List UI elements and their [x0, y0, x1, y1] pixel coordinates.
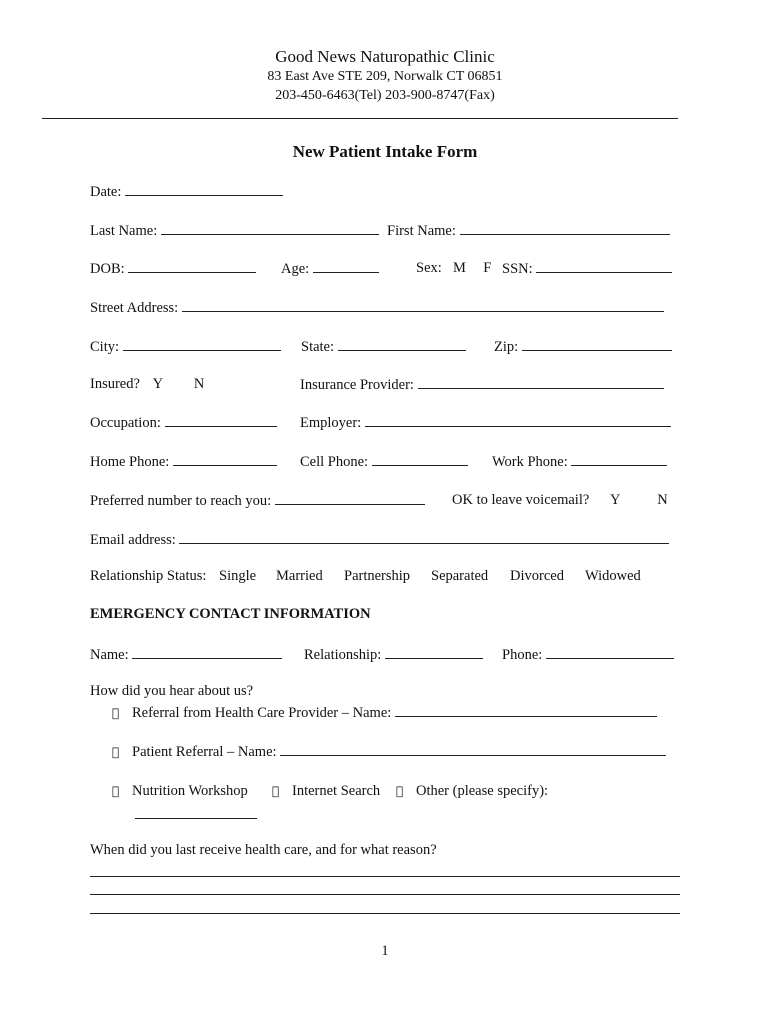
work-phone-row	[492, 453, 667, 471]
preferred-field[interactable]	[275, 492, 425, 505]
apple-icon[interactable]	[396, 784, 416, 798]
work-phone-field[interactable]	[571, 453, 667, 466]
home-phone-label: Home Phone:	[90, 454, 170, 470]
nutrition-workshop-label: Nutrition Workshop	[132, 783, 248, 799]
state-field[interactable]	[338, 338, 466, 351]
nutrition-workshop-option[interactable]	[112, 783, 248, 800]
state-row	[301, 338, 466, 356]
first-name-row	[387, 222, 670, 240]
apple-icon[interactable]	[272, 784, 292, 798]
street-label: Street Address:	[90, 300, 179, 316]
first-name-field[interactable]	[460, 222, 670, 235]
employer-field[interactable]	[365, 414, 671, 427]
relationship-option-widowed[interactable]: Widowed	[585, 568, 641, 584]
other-label: Other (please specify):	[416, 783, 549, 799]
ec-phone-row	[502, 646, 674, 664]
email-field[interactable]	[179, 531, 669, 544]
employer-label: Employer:	[300, 415, 362, 431]
insured-option-n[interactable]: N	[193, 376, 205, 392]
cell-phone-field[interactable]	[372, 453, 468, 466]
sex-option-m[interactable]: M	[453, 260, 466, 276]
voicemail-row	[452, 492, 668, 509]
header-divider	[42, 118, 678, 119]
cell-phone-label: Cell Phone:	[300, 454, 369, 470]
last-name-row	[90, 222, 379, 240]
date-row	[90, 183, 283, 201]
insured-label: Insured?	[90, 376, 140, 392]
age-row	[281, 260, 379, 278]
zip-field[interactable]	[522, 338, 672, 351]
occupation-row	[90, 414, 277, 432]
city-row	[90, 338, 281, 356]
relationship-option-partnership[interactable]: Partnership	[344, 568, 411, 584]
dob-label: DOB:	[90, 261, 125, 277]
clinic-name: Good News Naturopathic Clinic	[275, 47, 495, 66]
state-label: State:	[301, 339, 335, 355]
first-name-label: First Name:	[387, 223, 456, 239]
employer-row	[300, 414, 671, 432]
ssn-label: SSN:	[502, 261, 533, 277]
insurance-provider-row	[300, 376, 664, 394]
referral-provider-row	[112, 704, 657, 722]
patient-referral-field[interactable]	[280, 743, 666, 756]
ec-name-row	[90, 646, 282, 664]
zip-row	[494, 338, 672, 356]
apple-icon[interactable]	[112, 745, 132, 759]
occupation-field[interactable]	[165, 414, 277, 427]
preferred-label: Preferred number to reach you:	[90, 493, 272, 509]
voicemail-option-y[interactable]: Y	[610, 492, 620, 508]
email-label: Email address:	[90, 532, 176, 548]
street-field[interactable]	[182, 299, 664, 312]
ec-name-field[interactable]	[132, 646, 282, 659]
ssn-field[interactable]	[536, 260, 672, 273]
dob-field[interactable]	[128, 260, 256, 273]
ec-relationship-row	[304, 646, 483, 664]
apple-icon[interactable]	[112, 706, 132, 720]
last-name-field[interactable]	[161, 222, 379, 235]
sex-option-f[interactable]: F	[483, 260, 492, 276]
relationship-option-married[interactable]: Married	[276, 568, 323, 584]
other-specify-field[interactable]	[135, 818, 257, 819]
home-phone-field[interactable]	[173, 453, 277, 466]
insured-option-y[interactable]: Y	[152, 376, 163, 392]
other-option[interactable]	[396, 783, 548, 800]
street-row	[90, 299, 664, 317]
city-label: City:	[90, 339, 120, 355]
ec-relationship-field[interactable]	[385, 646, 483, 659]
last-care-label: When did you last receive health care, and for what reason?	[90, 842, 437, 858]
ec-phone-label: Phone:	[502, 647, 543, 663]
referral-provider-field[interactable]	[395, 704, 657, 717]
internet-search-option[interactable]	[272, 783, 380, 800]
last-care-line-3[interactable]	[90, 913, 680, 914]
last-name-label: Last Name:	[90, 223, 158, 239]
relationship-option-separated[interactable]: Separated	[431, 568, 489, 584]
relationship-status-label: Relationship Status:	[90, 568, 207, 584]
city-field[interactable]	[123, 338, 281, 351]
page-number: 1	[381, 943, 389, 959]
dob-row	[90, 260, 256, 278]
form-title: New Patient Intake Form	[292, 142, 478, 161]
emergency-heading: EMERGENCY CONTACT INFORMATION	[90, 606, 371, 622]
internet-search-label: Internet Search	[292, 783, 381, 799]
work-phone-label: Work Phone:	[492, 454, 568, 470]
home-phone-row	[90, 453, 277, 471]
insurance-provider-label: Insurance Provider:	[300, 377, 414, 393]
referral-provider-label: Referral from Health Care Provider – Name:	[132, 705, 392, 721]
last-care-line-1[interactable]	[90, 876, 680, 877]
ec-relationship-label: Relationship:	[304, 647, 382, 663]
sex-label: Sex:	[416, 260, 442, 276]
apple-icon[interactable]	[112, 784, 132, 798]
ec-name-label: Name:	[90, 647, 129, 663]
voicemail-label: OK to leave voicemail?	[452, 492, 590, 508]
clinic-address: 83 East Ave STE 209, Norwalk CT 06851	[267, 69, 503, 84]
ssn-row	[502, 260, 672, 278]
patient-referral-label: Patient Referral – Name:	[132, 744, 277, 760]
date-label: Date:	[90, 184, 122, 200]
occupation-label: Occupation:	[90, 415, 161, 431]
patient-referral-row	[112, 743, 666, 761]
sex-row	[416, 260, 491, 277]
ec-phone-field[interactable]	[546, 646, 674, 659]
last-care-line-2[interactable]	[90, 894, 680, 895]
relationship-option-single[interactable]: Single	[219, 568, 257, 584]
cell-phone-row	[300, 453, 468, 471]
zip-label: Zip:	[494, 339, 519, 355]
email-row	[90, 531, 669, 549]
voicemail-option-n[interactable]: N	[657, 492, 668, 508]
relationship-option-divorced[interactable]: Divorced	[510, 568, 564, 584]
clinic-phones: 203-450-6463(Tel) 203-900-8747(Fax)	[275, 88, 495, 103]
hear-label: How did you hear about us?	[90, 683, 254, 699]
age-field[interactable]	[313, 260, 379, 273]
insured-row	[90, 376, 204, 393]
insurance-provider-field[interactable]	[418, 376, 664, 389]
preferred-row	[90, 492, 425, 510]
date-field[interactable]	[125, 183, 283, 196]
age-label: Age:	[281, 261, 310, 277]
